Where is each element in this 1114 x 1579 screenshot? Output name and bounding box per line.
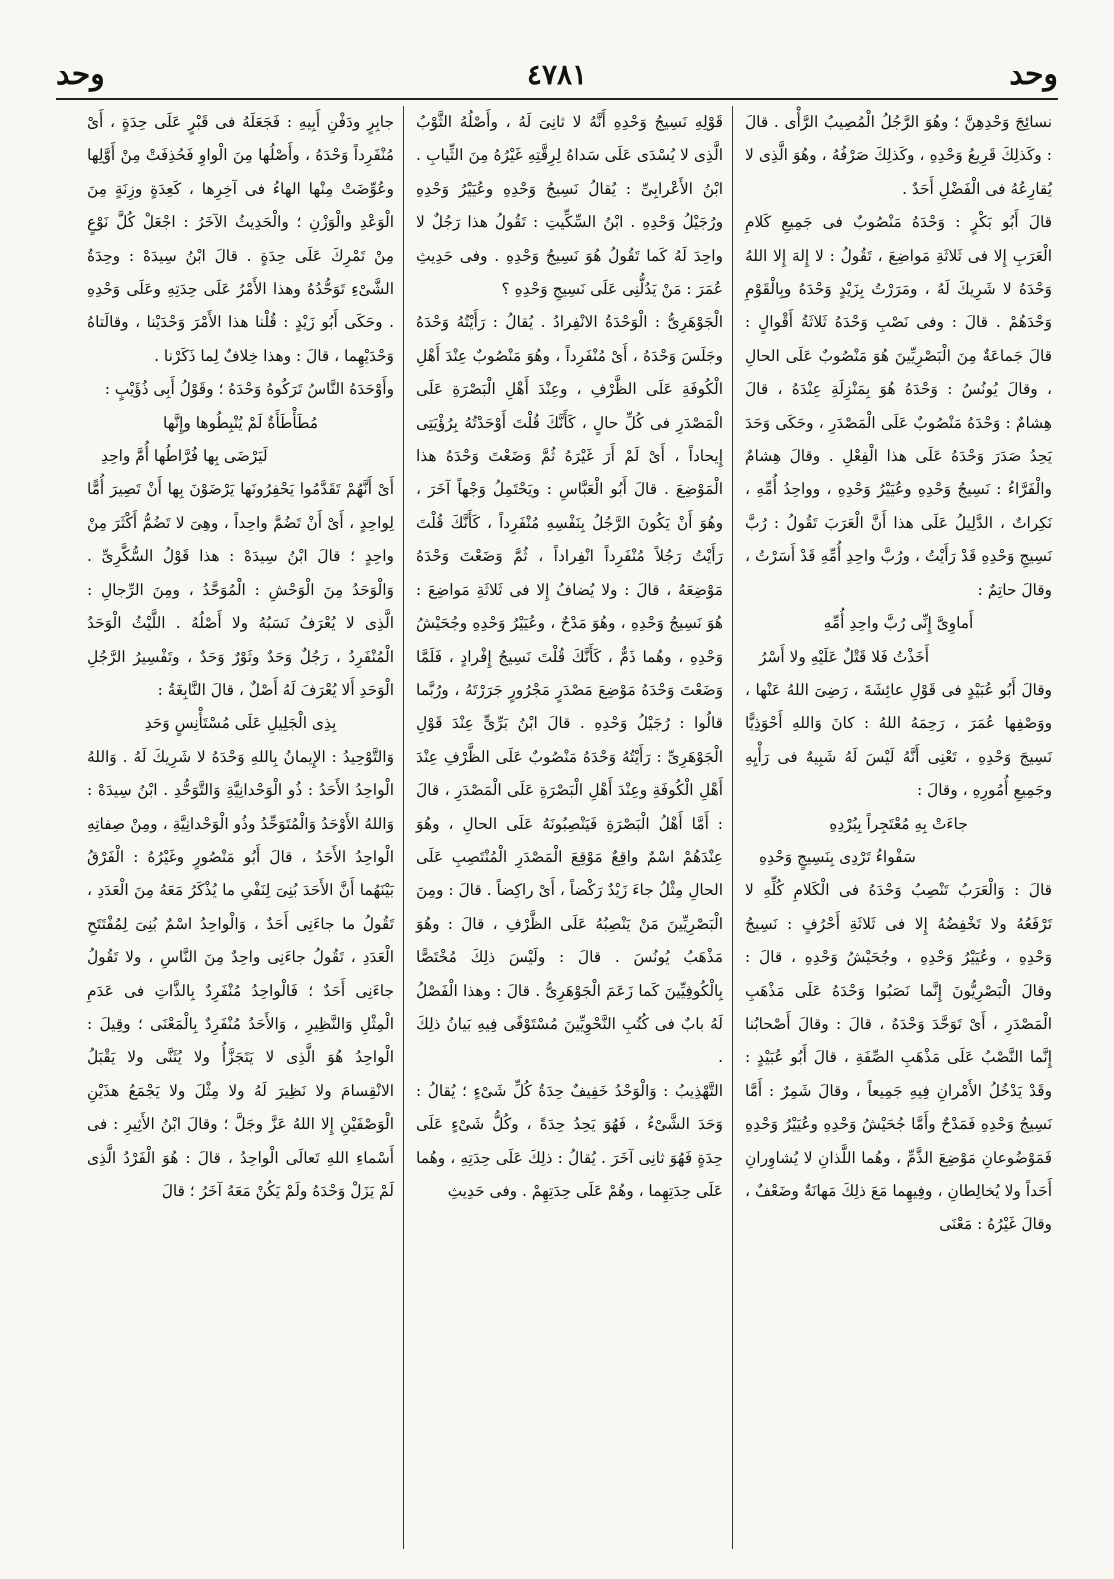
verse-line: مُطَأْطَأَةٌ لَمْ يُنْبِطُوها وإِنَّها	[163, 413, 318, 432]
verse-line: بِذِى الْجَلِيلِ عَلَى مُسْتَأْنِسٍ وَحَدِ	[144, 714, 337, 733]
paragraph: أَىْ أَنَّهُمْ تَقَدَّمُوا يَحْفِرُونَها يَرْضَوْنَ بِها أَنْ تَصِيرَ أُمًّا لِواحِدٍ ، أَىْ أَنْ تَضُمَّ واحِداً ، وهِىَ لا تَضُمُّ أَكْثَرَ مِنْ واحِدٍ ؛ قالَ ابْنُ سِيدَهْ : هذا قَوْلُ السُّكَّرِىِّ . وَالْوَحَدُ مِنَ الْوَحْشِ : الْمُوَحَّدُ ، ومِنَ الرِّجالِ : الَّذِى لا يُعْرَفُ نَسَبُهُ ولا أَصْلُهُ . اللَّيْثُ الْوَحَدُ الْمُنْفَرِدُ ، رَجُلٌ وَحَدٌ وثَوْرٌ وَحَدٌ ، وتَفْسِيرُ الرَّجُلِ الْوَحَدِ أَلا يُعْرَفَ لَهُ أَصْلٌ ، قالَ النَّابِغَةُ :	[87, 480, 394, 699]
header-right-word: وحد	[1009, 56, 1058, 92]
column-divider	[403, 106, 407, 1549]
column-middle	[410, 106, 729, 1549]
paragraph: وَالتَّوْحِيدُ : الإِيمانُ بِاللهِ وَحْدَهُ لا شَرِيكَ لَهُ . وَاللهُ الْواحِدُ الأَحَدُ : ذُو الْوَحْدانِيَّةِ وَالتَّوَحُّدِ . ابْنُ سِيدَهْ : وَاللهُ الأَوْحَدُ وَالْمُتَوَحِّدُ وذُو الْوَحْدانِيَّةِ ، ومِنْ صِفاتِهِ الْواحِدُ الأَحَدُ ، قالَ أَبُو مَنْصُورٍ وغَيْرُهُ : الْفَرْقُ بَيْنَهُما أَنَّ الأَحَدَ بُنِىَ لِنَفْىِ ما يُذْكَرُ مَعَهُ مِنَ الْعَدَدِ ، تَقُولُ ما جاءَنِى أَحَدٌ ، وَالْواحِدُ اسْمٌ بُنِىَ لِمُفْتَتَحِ الْعَدَدِ ، تَقُولُ جاءَنِى واحِدٌ مِنَ النَّاسِ ، ولا تَقُولُ جاءَنِى أَحَدٌ ؛ فَالْواحِدُ مُنْفَرِدٌ بِالذَّاتِ فى عَدَمِ الْمِثْلِ وَالنَّظِيرِ ، وَالأَحَدُ مُنْفَرِدٌ بِالْمَعْنَى ؛ وقِيلَ : الْواحِدُ هُوَ الَّذِى لا يَتَجَزَّأُ ولا يُثَنَّى ولا يَقْبَلُ الانْقِسامَ ولا نَظِيرَ لَهُ ولا مِثْلَ ولا يَجْمَعُ هذَيْنِ الْوَصْفَيْنِ إِلا اللهُ عَزَّ وجَلَّ ؛ وقالَ ابْنُ الأَثِيرِ : فى أَسْماءِ اللهِ تَعالَى الْواحِدُ ، قالَ : هُوَ الْفَرْدُ الَّذِى لَمْ يَزَلْ وَحْدَهُ ولَمْ يَكُنْ مَعَهُ آخَرُ ؛ قالَ	[87, 747, 394, 1200]
header-rule	[56, 98, 1058, 100]
paragraph: جابِرٍ ودَفْنِ أَبِيهِ : فَجَعَلَهُ فى قَبْرٍ عَلَى حِدَةٍ ، أَىْ مُنْفَرِداً وَحْدَهُ ، وأَصْلُها مِنَ الْواوِ فَحُذِفَتْ مِنْ أَوَّلِها وعُوِّضَتْ مِنْها الهاءُ فى آخِرِها ، كَعِدَةٍ وزِنَةٍ مِنَ الْوَعْدِ والْوَزْنِ ؛ والْحَدِيثُ الآخَرُ : اجْعَلْ كُلَّ نَوْعٍ مِنْ تَمْرِكَ عَلَى حِدَةٍ . قالَ ابْنُ سِيدَهْ : وحِدَةُ الشَّىْءِ تَوَحُّدُهُ وهذا الأَمْرُ عَلَى حِدَتِهِ وعَلَى وَحْدِهِ . وحَكَى أَبُو زَيْدٍ : قُلْنا هذا الأَمْرَ وَحْدَيْنا ، وقالَتاهُ وَحْدَيْهِما ، قالَ : وهذا خِلافٌ لِما ذَكَرْنا .	[87, 113, 394, 365]
verse-line: أَخَذْتُ فَلا قَتْلٌ عَلَيْهِ ولا أَسْرُ	[759, 647, 930, 666]
verse-line: أَماوِىَّ إِنِّى رُبَّ واحِدِ أُمِّهِ	[823, 614, 974, 633]
verse-line: جاءَتْ بِهِ مُعْتَجِراً بِبُرْدِهِ	[829, 814, 968, 833]
paragraph: وأَوْحَدَهُ النَّاسُ تَرَكُوهُ وَحْدَهُ ؛ وقَوْلُ أَبِى ذُؤَيْبٍ :	[104, 380, 394, 399]
text-columns	[56, 106, 1058, 1549]
column-divider	[732, 106, 736, 1549]
paragraph: الْجَوْهَرِىُّ : الْوَحْدَةُ الانْفِرادُ . يُقالُ : رَأَيْتُهُ وَحْدَهُ وجَلَسَ وَحْدَهُ ، أَىْ مُنْفَرِداً ، وهُوَ مَنْصُوبٌ عِنْدَ أَهْلِ الْكُوفَةِ عَلَى الظَّرْفِ ، وعِنْدَ أَهْلِ الْبَصْرَةِ عَلَى الْمَصْدَرِ فى كُلِّ حالٍ ، كَأَنَّكَ قُلْتَ أَوْحَدْتُهُ بِرُؤْيَتِى إِيحاداً ، أَىْ لَمْ أَرَ غَيْرَهُ ثُمَّ وَضَعْتَ وَحْدَهُ هذا الْمَوْضِعَ . قالَ أَبُو الْعَبَّاسِ : ويَحْتَمِلُ وَجْهاً آخَرَ ، وهُوَ أَنْ يَكُونَ الرَّجُلُ بِنَفْسِهِ مُنْفَرِداً ، كَأَنَّكَ قُلْتَ رَأَيْتُ رَجُلاً مُنْفَرِداً انْفِراداً ، ثُمَّ وَضَعْتَ وَحْدَهُ مَوْضِعَهُ ، قالَ : ولا يُضافُ إِلا فى ثَلاثَةِ مَواضِعَ : هُوَ نَسِيجُ وَحْدِهِ ، وهُوَ مَدْحٌ ، وعُيَيْرُ وَحْدِهِ وجُحَيْشُ وَحْدِهِ ، وهُما ذَمٌّ ، كَأَنَّكَ قُلْتَ نَسِيجُ إِفْرادٍ ، فَلَمَّا وَضَعْتَ وَحْدَهُ مَوْضِعَ مَصْدَرٍ مَجْرُورٍ جَرَرْتَهُ ، ورُبَّما قالُوا : رُجَيْلُ وَحْدِهِ . قالَ ابْنُ بَرِّىٍّ عِنْدَ قَوْلِ الْجَوْهَرِىِّ : رَأَيْتُهُ وَحْدَهُ مَنْصُوبٌ عَلَى الظَّرْفِ عِنْدَ أَهْلِ الْكُوفَةِ وعِنْدَ أَهْلِ الْبَصْرَةِ عَلَى الْمَصْدَرِ ، قالَ : أَمَّا أَهْلُ الْبَصْرَةِ فَيَنْصِبُونَهُ عَلَى الحالِ ، وهُوَ عِنْدَهُمْ اسْمٌ واقِعٌ مَوْقِعَ الْمَصْدَرِ الْمُنْتَصِبِ عَلَى الحالِ مِثْلُ جاءَ زَيْدٌ رَكْضاً ، أَىْ راكِضاً . قالَ : ومِنَ الْبَصْرِيِّينَ مَنْ يَنْصِبُهُ عَلَى الظَّرْفِ ، قالَ : وهُوَ مَذْهَبُ يُونُسَ . قالَ : ولَيْسَ ذلِكَ مُخْتَصًّا بِالْكُوفِيِّينَ كَما زَعَمَ الْجَوْهَرِىُّ . قالَ : وهذا الْفَصْلُ لَهُ بابٌ فى كُتُبِ النَّحْوِيِّينَ مُسْتَوْفًى فِيهِ بَيانُ ذلِكَ .	[416, 313, 723, 1067]
paragraph: التَّهْذِيبُ : وَالْوَحْدُ خَفِيفٌ حِدَةُ كُلِّ شَىْءٍ ؛ يُقالُ : وَحَدَ الشَّىْءُ ، فَهُوَ يَحِدُ حِدَةً ، وكُلُّ شَىْءٍ عَلَى حِدَةٍ فَهُوَ ثانِى آخَرَ . يُقالُ : ذلِكَ عَلَى حِدَتِهِ ، وهُما عَلَى حِدَتِهِما ، وهُمْ عَلَى حِدَتِهِمْ . وفى حَدِيثِ	[416, 1081, 723, 1200]
page-header	[56, 52, 1058, 96]
paragraph: قَوْلِهِ نَسِيجُ وَحْدِهِ أَنَّهُ لا ثانِىَ لَهُ ، وأَصْلُهُ الثَّوْبُ الَّذِى لا يُسْدَى عَلَى سَداهُ لِرِقَّتِهِ غَيْرُهُ مِنَ الثِّيابِ . ابْنُ الأَعْرابِىِّ : يُقالُ نَسِيجُ وَحْدِهِ وعُيَيْرُ وَحْدِهِ ورُجَيْلُ وَحْدِهِ . ابْنُ السِّكِّيتِ : تَقُولُ هذا رَجُلٌ لا واحِدَ لَهُ كَما تَقُولُ هُوَ نَسِيجُ وَحْدِهِ . وفى حَدِيثِ عُمَرَ : مَنْ يَدُلُّنِى عَلَى نَسِيجِ وَحْدِهِ ؟	[416, 113, 723, 299]
column-right	[739, 106, 1058, 1549]
paragraph: قالَ أَبُو بَكْرٍ : وَحْدَهُ مَنْصُوبٌ فى جَمِيعِ كَلامِ الْعَرَبِ إِلا فى ثَلاثَةِ مَواضِعَ ، تَقُولُ : لا إِلهَ إِلا اللهُ وَحْدَهُ لا شَرِيكَ لَهُ ، ومَرَرْتُ بِزَيْدٍ وَحْدَهُ وبِالْقَوْمِ وَحْدَهُمْ . قالَ : وفى نَصْبِ وَحْدَهُ ثَلاثَةُ أَقْوالٍ : قالَ جَماعَةٌ مِنَ الْبَصْرِيِّينَ هُوَ مَنْصُوبٌ عَلَى الحالِ ، وقالَ يُونُسُ : وَحْدَهُ هُوَ بِمَنْزِلَةِ عِنْدَهُ ، قالَ هِشامٌ : وَحْدَهُ مَنْصُوبٌ عَلَى الْمَصْدَرِ ، وحَكَى وَحَدَ يَحِدُ صَدَرَ وَحْدَهُ عَلَى هذا الْفِعْلِ . وقالَ هِشامٌ والْفَرَّاءُ : نَسِيجُ وَحْدِهِ وعُيَيْرُ وَحْدِهِ ، وواحِدُ أُمِّهِ ، نَكِراتٌ ، الدَّلِيلُ عَلَى هذا أَنَّ الْعَرَبَ تَقُولُ : رُبَّ نَسِيجِ وَحْدِهِ قَدْ رَأَيْتُ ، ورُبَّ واحِدِ أُمِّهِ قَدْ أَسَرْتُ ، وقالَ حاتِمٌ :	[745, 213, 1052, 599]
paragraph: وقالَ أَبُو عُبَيْدٍ فى قَوْلِ عائِشَةَ ، رَضِىَ اللهُ عَنْها ، ووَصْفِها عُمَرَ ، رَحِمَهُ اللهُ : كانَ وَاللهِ أَحْوَذِيًّا نَسِيجَ وَحْدِهِ ، تَعْنِى أَنَّهُ لَيْسَ لَهُ شَبِيهٌ فى رَأْيِهِ وجَمِيعِ أُمُورِهِ ، وقالَ :	[745, 680, 1052, 800]
verse-line: لَيَرْضَى بِها فُرَّاطُها أُمَّ واحِدِ	[101, 447, 268, 466]
page-number: ٤٧٨١	[526, 57, 588, 91]
paragraph: نسائِجَ وَحْدِهِنَّ ؛ وهُوَ الرَّجُلُ الْمُصِيبُ الرَّأْى . قالَ : وكَذلِكَ قَرِيعُ وَحْدِهِ ، وكَذلِكَ صَرْفُهُ ، وهُوَ الَّذِى لا يُقارِعُهُ فى الْفَضْلِ أَحَدٌ .	[745, 113, 1052, 198]
column-left	[81, 106, 400, 1549]
paragraph: قالَ : وَالْعَرَبُ تَنْصِبُ وَحْدَهُ فى الْكَلامِ كُلِّهِ لا تَرْفَعُهُ ولا تَخْفِضُهُ إِلا فى ثَلاثَةِ أَحْرُفٍ : نَسِيجُ وَحْدِهِ ، وعُيَيْرُ وَحْدِهِ ، وجُحَيْشُ وَحْدِهِ ، قالَ : وقالَ الْبَصْرِيُّونَ إِنَّما نَصَبُوا وَحْدَهُ عَلَى مَذْهَبِ الْمَصْدَرِ ، أَىْ تَوَحَّدَ وَحْدَهُ ، قالَ : وقالَ أَصْحابُنا إِنَّما النَّصْبُ عَلَى مَذْهَبِ الصِّفَةِ ، قالَ أَبُو عُبَيْدٍ : وقَدْ يَدْخُلُ الأَمْرانِ فِيهِ جَمِيعاً ، وقالَ شَمِرٌ : أَمَّا نَسِيجُ وَحْدِهِ فَمَدْحٌ وأَمَّا جُحَيْشُ وَحْدِهِ وعُيَيْرُ وَحْدِهِ فَمَوْضُوعانِ مَوْضِعَ الذَّمِّ ، وهُما اللَّذانِ لا يُشاوِرانِ أَحَداً ولا يُخالِطانِ ، وفِيهِما مَعَ ذلِكَ مَهانَةٌ وضَعْفٌ ، وقالَ غَيْرُهُ : مَعْنَى	[745, 881, 1052, 1234]
header-left-word: وحد	[56, 56, 105, 92]
verse-line: سَفْواءُ تَرْدِى بِنَسِيجٍ وَحْدِهِ	[759, 847, 916, 866]
